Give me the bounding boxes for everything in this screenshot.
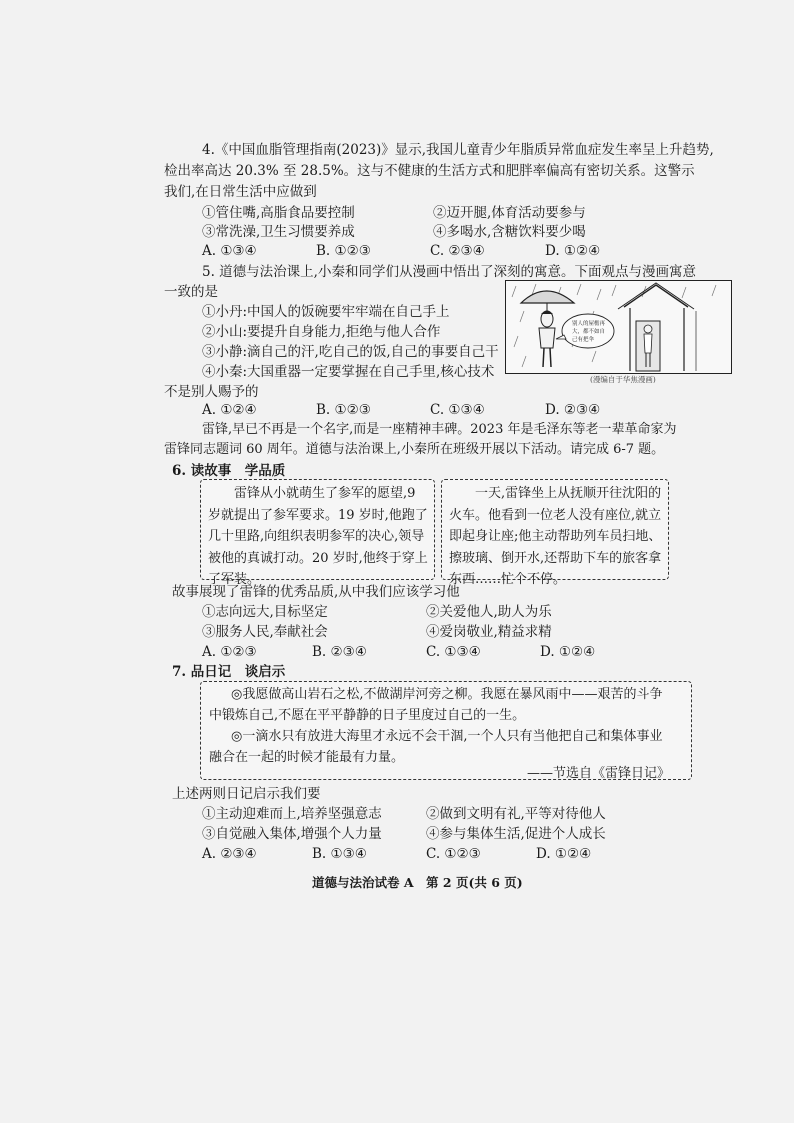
- cartoon-image: [505, 280, 732, 374]
- q6-option-1: ①志向远大,目标坚定: [202, 604, 328, 620]
- q4-option-2: ②迈开腿,体育活动要参与: [433, 205, 586, 221]
- q6-choice-b[interactable]: B. ②③④: [312, 644, 367, 660]
- q6-choice-c[interactable]: C. ①③④: [426, 644, 481, 660]
- q4-option-3: ③常洗澡,卫生习惯要养成: [202, 224, 355, 240]
- intro-line2: 雷锋同志题词 60 周年。道德与法治课上,小秦所在班级开展以下活动。请完成 6-7 题。: [164, 442, 665, 457]
- story-box-1: [200, 479, 435, 587]
- cartoon-caption: (漫编自于华焦漫画): [590, 375, 656, 384]
- q4-choice-d[interactable]: D. ①②④: [545, 243, 601, 259]
- diary-line1: ◎我愿做高山岩石之松,不做湖岸河旁之柳。我愿在暴风雨中——艰苦的斗争: [231, 687, 663, 702]
- q5-option-3: ③小静:滴自己的汗,吃自己的饭,自己的事要自己干: [202, 344, 499, 360]
- speech-line-2: 大，都不如自: [572, 329, 606, 335]
- q7-choice-a[interactable]: A. ②③④: [202, 846, 257, 862]
- q5-choice-c[interactable]: C. ①③④: [430, 402, 485, 418]
- q7-option-4: ④参与集体生活,促进个人成长: [426, 826, 606, 842]
- intro-line1: 雷锋,早已不再是一个名字,而是一座精神丰碑。2023 年是毛泽东等老一辈革命家为: [202, 422, 677, 437]
- diary-box: [200, 681, 692, 780]
- q7-stem: 上述两则日记启示我们要: [172, 786, 321, 802]
- q4-line3: 我们,在日常生活中应做到: [164, 184, 317, 200]
- diary-line4: 融合在一起的时候才能最有力量。: [209, 750, 405, 765]
- diary-line3: ◎一滴水只有放进大海里才永远不会干涸,一个人只有当他把自己和集体事业: [231, 729, 663, 744]
- q7-choice-b[interactable]: B. ①③④: [312, 846, 367, 862]
- story-2-text: 一天,雷锋坐上从抚顺开往沈阳的火车。他看到一位老人没有座位,就立即起身让座;他主动帮助列车员扫地、擦玻璃、倒开水,还帮助下车的旅客拿东西……忙个不停。: [449, 486, 662, 587]
- q7-option-1: ①主动迎难而上,培养坚强意志: [202, 806, 382, 822]
- q5-choice-d[interactable]: D. ②③④: [545, 402, 601, 418]
- q7-option-2: ②做到文明有礼,平等对待他人: [426, 806, 606, 822]
- q4-choice-b[interactable]: B. ①②③: [316, 243, 371, 259]
- diary-source: ——节选自《雷锋日记》: [527, 766, 671, 781]
- q6-stem: 故事展现了雷锋的优秀品质,从中我们应该学习他: [172, 584, 460, 600]
- q6-choice-a[interactable]: A. ①②③: [202, 644, 257, 660]
- q5-option-4: ④小秦:大国重器一定要掌握在自己手里,核心技术: [202, 364, 495, 380]
- q6-title: 6. 读故事 学品质: [172, 463, 286, 479]
- q6-choice-d[interactable]: D. ①②④: [540, 644, 596, 660]
- q7-choice-c[interactable]: C. ①②③: [426, 846, 481, 862]
- q7-choice-d[interactable]: D. ①②④: [536, 846, 592, 862]
- q5-line1: 5. 道德与法治课上,小秦和同学们从漫画中悟出了深刻的寓意。下面观点与漫画寓意: [202, 264, 696, 280]
- q6-option-4: ④爱岗敬业,精益求精: [426, 624, 552, 640]
- q5-line2: 一致的是: [164, 284, 218, 300]
- q5-option-2: ②小山:要提升自身能力,拒绝与他人合作: [202, 324, 441, 340]
- q5-choice-b[interactable]: B. ①②③: [316, 402, 371, 418]
- speech-line-1: 别人的屋檐再: [572, 321, 606, 327]
- q4-line2: 检出率高达 20.3% 至 28.5%。这与不健康的生活方式和肥胖率偏高有密切关系。这警示: [164, 163, 695, 179]
- q5-option-4-cont: 不是别人赐予的: [164, 384, 259, 400]
- page-footer: 道德与法治试卷 A 第 2 页(共 6 页): [312, 875, 523, 890]
- cartoon-drawing: [506, 281, 731, 373]
- q7-option-3: ③自觉融入集体,增强个人力量: [202, 826, 382, 842]
- q4-choice-a[interactable]: A. ①③④: [202, 243, 257, 259]
- q6-option-2: ②关爱他人,助人为乐: [426, 604, 552, 620]
- q4-line1: 4.《中国血脂管理指南(2023)》显示,我国儿童青少年脂质异常血症发生率呈上升趋势,: [202, 142, 714, 158]
- diary-line2: 中锻炼自己,不愿在平平静静的日子里度过自己的一生。: [209, 708, 526, 723]
- story-1-text: 雷锋从小就萌生了参军的愿望,9 岁就提出了参军要求。19 岁时,他跑了几十里路,向组织表明参军的决心,领导被他的真诚打动。20 岁时,他终于穿上了军装。: [208, 486, 428, 587]
- q4-option-4: ④多喝水,含糖饮料要少喝: [433, 224, 586, 240]
- q4-choice-c[interactable]: C. ②③④: [430, 243, 485, 259]
- speech-line-3: 己有把伞: [572, 337, 595, 343]
- q5-choice-a[interactable]: A. ①②④: [202, 402, 257, 418]
- q6-option-3: ③服务人民,奉献社会: [202, 624, 328, 640]
- q5-option-1: ①小丹:中国人的饭碗要牢牢端在自己手上: [202, 304, 450, 320]
- q4-option-1: ①管住嘴,高脂食品要控制: [202, 205, 355, 221]
- q7-title: 7. 品日记 谈启示: [172, 664, 286, 680]
- story-box-2: [441, 479, 669, 587]
